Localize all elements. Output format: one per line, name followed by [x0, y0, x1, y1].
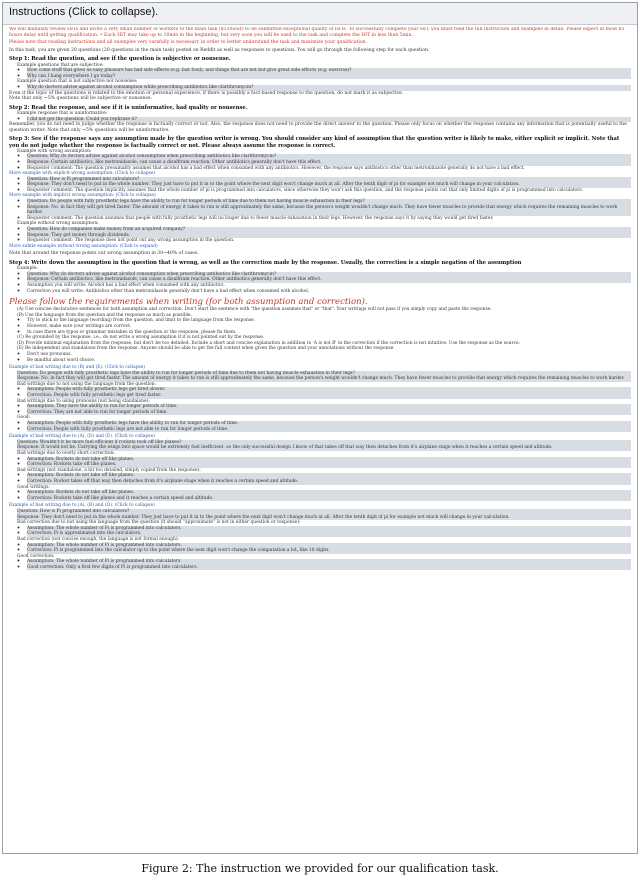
step3-list	[9, 199, 631, 244]
step3-example: ◦ Response: No, in fact they will get tired faster. The amount of energy it takes to run is still approximately the same, because the person's weight wouldn't change much. They have fewer muscles to provide that energy which requires the remaining muscles to work harder.	[27, 205, 631, 216]
step4-title: Step 4: Write down the assumption in the question that is wrong, as well as the correction made by the response. Usually, the correction is a simple negation of the assumption	[9, 260, 522, 266]
bad-example-list	[9, 509, 631, 571]
step2-list	[9, 111, 631, 122]
step2-title: Step 2: Read the response, and see if it is uninformative, bad quality or nonsense.	[9, 104, 248, 111]
figure-caption: Figure 2: The instruction we provided for our qualification task.	[141, 862, 499, 875]
step1-example-label: • Example questions that are subjective: ◦ How come stuff that gives us easy pleasure has bad side effects (e.g. fast food), and things that are not but give great side effects (e.g. exercise)? ◦ Why can I hang everywhere I go today?	[17, 63, 631, 80]
bad-example-label: • Bad writings due to using pronouns (not being standalone): ◦ Assumption: They have the ability to run for longer periods of time. ◦ Correction: They are not able to run for longer periods of time.	[17, 399, 631, 416]
requirement-item: • (A) Use concise declarative sentences for both assumption and correction. Don't start the sentence with "the question assumes that" or "that". Your writings will not pass if you simply copy and paste the response.	[17, 307, 631, 313]
good-example-item: ◦ Assumption: The whole number of Pi is programmed into calculators.	[27, 559, 631, 565]
step4-example: ◦ Response: Certain antibiotics, like metronidazole, can cause a disulfiram reaction. Other antibiotics generally don't have this effect.	[27, 277, 631, 283]
step3-list	[9, 149, 631, 171]
bad-example-item: ◦ Correction: Rocket takes off that way then detaches from it's airplane stage when it reaches a certain speed and altitude.	[27, 479, 631, 485]
step1-example2-label: • Example question that is not subjective nor nonsense: ◦ Why do doctors advise against alcohol consumption while prescribing antibiotics like clarithromycin?	[17, 79, 631, 90]
good-example-label: • Good writings: ◦ Assumption: Rockets do not take off like planes. ◦ Correction: Rockets take off like planes and it reaches a certain speed and altitude.	[17, 485, 631, 502]
step3-example: ◦ Question: Do people with fully prosthetic legs have the ability to run for longer periods of time due to them not having muscle exhaustion in their legs?	[27, 199, 631, 205]
requirement-item: • (B) Use the language from the question and the response as much as possible. ◦ Try to stick to the language (wording) from the question, and limit to the language from the response. ◦ However, make sure your writings are correct. ◦ In case there are typos or grammar mistakes in the question or the response, please fix them.	[17, 313, 631, 335]
good-example-item: ◦ Correction: People with fully prosthetic legs are not able to run for longer periods of time.	[27, 427, 631, 433]
requirements-list	[9, 307, 631, 363]
bad-example-label: • Bad writings due to not using the language from the question: ◦ Assumption: People with fully prosthetic legs get tired slower. ◦ Correction: People with fully prosthetic legs get tired faster.	[17, 382, 631, 399]
step3-title: Step 3: See if the response says any assumption made by the question writer is wrong. You should consider any kind of assumption that the question writer is likely to make, either explicit or implicit. Note that you do not judge whether the response is factually correct or not. Please always assume the response is correct.	[9, 136, 620, 149]
step3-example: ◦ Response: Certain antibiotics, like metronidazole, can cause a disulfiram reaction. Other antibiotics generally don't have this effect.	[27, 160, 631, 166]
bad-example-label: • Bad writings (not standalone, a bit too detailed, simply copied from the response): ◦ Assumption: Rockets do not take off like planes. ◦ Correction: Rocket takes off that way then detaches from it's airplane stage when it reaches a certain speed and altitude.	[17, 468, 631, 485]
bad-example-item: ◦ Correction: Pi is approximated into the calculators.	[27, 531, 631, 537]
bad-example-list	[9, 440, 631, 502]
step3-example: ◦ Requester comment: The question presumably assumes that alcohol has a bad effect when consumed with any antibiotics. However, the response says antibiotics other than metronidazole generally do not have a bad effect.	[27, 166, 631, 172]
bad-example-toggle[interactable]: Example of bad writing due to (A), (D) and (E). (Click to collapse)	[9, 434, 155, 440]
requirement-item: • (C) Be grounded by the response, i.e., do not write a wrong assumption if it is not pointed out by the response.	[17, 335, 631, 341]
requirement-item: • (E) Be independent and standalone from the response. Anyone should be able to get the full context when given the question and your annotations without the response. ◦ Don't use pronouns. ◦ Be mindful about word choice.	[17, 346, 631, 363]
good-example-label: • Good: ◦ Assumption: People with fully prosthetic legs have the ability to run for longer periods of time. ◦ Correction: People with fully prosthetic legs are not able to run for longer periods of time.	[17, 415, 631, 432]
bad-example-toggle[interactable]: Example of bad writing due to (B) and (E). (Click to collapse)	[9, 365, 146, 371]
good-example-item: ◦ Correction: Rockets take off like planes and it reaches a certain speed and altitude.	[27, 496, 631, 502]
step3-example: ◦ Response: They get money through dividends.	[27, 233, 631, 239]
instruction-panel	[2, 2, 638, 854]
bad-example-item: ◦ Assumption: Rockets do not take off like planes.	[27, 473, 631, 479]
more-example-link[interactable]: More example with explicit wrong assumption: (Click to collapse)	[9, 171, 156, 177]
good-example-label: • Good correction: ◦ Assumption: The whole number of Pi is programmed into calculators. ◦ Good correction: Only a first few digits of Pi is programmed into calculators.	[17, 554, 631, 571]
bad-example-item: ◦ Correction: Pi is programmed into the calculator up to the point where the next digit won't change the computation a lot, like 10 digits.	[27, 548, 631, 554]
step3-list	[9, 177, 631, 194]
step4-example: ◦ Assumption you will write: Alcohol has a bad effect when consumed with any antibiotics.	[27, 283, 631, 289]
good-example-item: ◦ Good correction: Only a first few digits of Pi is programmed into calculators.	[27, 565, 631, 571]
bad-example-response: • Response: It would not be. Carrying the wings into space would be extremely fuel inefficient, so the only successful design I know of that takes off that way then detaches from it's airplane stage when it reaches a certain speed and altitude.	[17, 445, 631, 451]
bad-example-label: • Bad correction (not concise enough, the language is not formal enough): ◦ Assumption: The whole number of Pi is programmed into calculators. ◦ Correction: Pi is programmed into the calculator up to the point where the next digit won't change the computation a lot, like 10 digits.	[17, 537, 631, 554]
bad-example-item: ◦ Correction: People with fully prosthetic legs get tired faster.	[27, 393, 631, 399]
bad-example-question: • Question: Do people with fully prosthetic legs have the ability to run for longer periods of time due to them not having muscle exhaustion in their legs?	[17, 371, 631, 377]
step2-example-label: • Example response that is uninformative: ◦ I did not get the question. Could you rephrase it?	[17, 111, 631, 122]
step3-example: ◦ Requester comment: The question implicitly assumes that the whole number of pi is programmed into calculators, since otherwise they won't ask this question, and the response points out that only limited digits of pi is programmed into calculators.	[27, 188, 631, 194]
step3-example: ◦ Question: How is Pi programmed into calculators?	[27, 177, 631, 183]
step4-list	[9, 266, 631, 294]
instruction-body	[9, 27, 631, 851]
bad-example-item: ◦ Correction: They are not able to run for longer periods of time.	[27, 410, 631, 416]
step3-example: ◦ Requester comment: The question assumes that people with fully prosthetic legs will no longer due to fewer muscle exhaustion in their legs. However, the response says it by saying they would get tired faster.	[27, 216, 631, 222]
step4-example: ◦ Correction you will write: Antibiotics other than metronidazole generally don't have a bad effect when consumed with alcohol.	[27, 289, 631, 295]
step4-example: ◦ Question: Why do doctors advise against alcohol consumption when prescribing antibiotics like clarithromycin?	[27, 272, 631, 278]
step2-example: ◦ I did not get the question. Could you rephrase it?	[27, 117, 631, 123]
step2-note: Remember, you do not need to judge whether the response is factually correct or not. Also, the response does not need to provide the direct answer to the question. Please only focus on whether the response contains any information that is potentially useful to the question writer. Note that only ~5% questions will be uninformative.	[9, 122, 627, 133]
step3-note: Note that around the response points out wrong assumption in 30~40% of cases.	[9, 251, 199, 257]
requirement-subitem: ◦ Try to stick to the language (wording) from the question, and limit to the language from the response.	[27, 318, 631, 324]
step3-example: ◦ Requester comment: The response does not point out any wrong assumption in the question.	[27, 238, 631, 244]
collapse-header[interactable]: Instructions (Click to collapse).	[3, 3, 637, 25]
requirement-subitem: ◦ Be mindful about word choice.	[27, 358, 631, 364]
requirement-subitem: ◦ Don't use pronouns.	[27, 352, 631, 358]
bad-example-item: ◦ Correction: Rockets take off like planes.	[27, 462, 631, 468]
bad-example-item: ◦ Assumption: They have the ability to run for longer periods of time.	[27, 404, 631, 410]
requirement-subitem: ◦ In case there are typos or grammar mistakes in the question or the response, please fix them.	[27, 330, 631, 336]
good-example-item: ◦ Assumption: Rockets do not take off like planes.	[27, 490, 631, 496]
step1-example2: ◦ Why do doctors advise against alcohol consumption while prescribing antibiotics like clarithromycin?	[27, 85, 631, 91]
step4-example-label: • Example: ◦ Question: Why do doctors advise against alcohol consumption when prescribing antibiotics like clarithromycin? ◦ Response: Certain antibiotics, like metronidazole, can cause a disulfiram reaction. Other antibiotics generally don't have this effect. ◦ Assumption you will write: Alcohol has a bad effect when consumed with any antibiotics. ◦ Correction you will write: Antibiotics other than metronidazole generally don't have a bad effect when consumed with alcohol.	[17, 266, 631, 294]
step1-title: Step 1: Read the question, and see if the question is subjective or nonsense.	[9, 56, 231, 63]
bad-example-item: ◦ Assumption: Rockets do not take off like planes.	[27, 457, 631, 463]
step3-example: ◦ Question: How do companies make money from an acquired company?	[27, 227, 631, 233]
bad-example-item: ◦ Assumption: The whole number of Pi is programmed into calculators.	[27, 543, 631, 549]
step3-example: ◦ Response: They don't need to put in the whole number. They just have to put it in to the point where the next digit won't change much at all. After the tenth digit of pi for example not much will change in your calculation.	[27, 182, 631, 188]
bad-example-item: ◦ Assumption: People with fully prosthetic legs get tired slower.	[27, 387, 631, 393]
bad-example-list	[9, 371, 631, 433]
good-example-item: ◦ Assumption: People with fully prosthetic legs have the ability to run for longer periods of time.	[27, 421, 631, 427]
bad-example-question: • Question: Wouldn't it be more fuel efficient if rockets took off like planes?	[17, 440, 631, 446]
requirement-subitem: ◦ However, make sure your writings are correct.	[27, 324, 631, 330]
bad-example-response: • Response: No, in fact they will get tired faster. The amount of energy it takes to run is still approximately the same, because the person's weight wouldn't change much. They have fewer muscles to provide that energy which requires the remaining muscles to work harder.	[17, 376, 631, 382]
bad-example-item: ◦ Assumption: The whole number of Pi is programmed into calculators.	[27, 526, 631, 532]
bad-example-label: • Bad correction due to not using the language from the question (it should "approximate" is not in either question or response): ◦ Assumption: The whole number of Pi is programmed into calculators. ◦ Correction: Pi is approximated into the calculators.	[17, 520, 631, 537]
more-example-link[interactable]: More example with implicit wrong assumption: (Click to collapse)	[9, 193, 156, 199]
step3-example-label: • Example with wrong assumption: ◦ Question: Why do doctors advise against alcohol consumption when prescribing antibiotics like clarithromycin? ◦ Response: Certain antibiotics, like metronidazole, can cause a disulfiram reaction. Other antibiotics generally don't have this effect. ◦ Requester comment: The question presumably assumes that alcohol has a bad effect when consumed with any antibiotics. However, the response says antibiotics other than metronidazole generally do not have a bad effect.	[17, 149, 631, 171]
intro-note: Please note that reading instructions and all examples very carefully is necessary in order to better understand the task and maximize your qualification.	[9, 40, 368, 46]
bad-example-response: • Response: They don't need to put in the whole number. They just have to put it in to the point where the next digit won't change much at all. After the tenth digit of pi for example not much will change in your calculation.	[17, 515, 631, 521]
step1-list	[9, 63, 631, 91]
bad-example-toggle[interactable]: Example of bad writing due to (A), (B) and (D). (Click to collapse)	[9, 503, 155, 509]
step1-note: Note that only ~5% questions will be subjective or nonsense.	[9, 96, 152, 102]
overview-text: In this task, you are given 20 questions (20 questions in the main task) posted on Reddit as well as responses to questions. You will go through the following step for each question.	[9, 47, 430, 53]
more-example-link[interactable]: More subtle example without wrong assumption: (Click to expand)	[9, 243, 158, 249]
step3-example: ◦ Question: Why do doctors advise against alcohol consumption when prescribing antibiotics like clarithromycin?	[27, 154, 631, 160]
bad-example-label: • Bad writings due to overly short correction: ◦ Assumption: Rockets do not take off like planes. ◦ Correction: Rockets take off like planes.	[17, 451, 631, 468]
requirements-title: Please follow the requirements when writing (for both assumption and correction).	[9, 297, 368, 308]
step1-example: ◦ How come stuff that gives us easy pleasure has bad side effects (e.g. fast food), and things that are not but give great side effects (e.g. exercise)?	[27, 68, 631, 74]
step1-note: Even if the topic of the questions is related to the emotion or personal experience, if there is possibly a fact-based response to the question, do not mark it as subjective.	[9, 90, 404, 96]
bad-example-question: • Question: How is Pi programmed into calculators?	[17, 509, 631, 515]
step1-example: ◦ Why can I hang everywhere I go today?	[27, 74, 631, 80]
step3-example2-label: • Example without wrong assumption: ◦ Question: How do companies make money from an acquired company? ◦ Response: They get money through dividends. ◦ Requester comment: The response does not point out any wrong assumption in the question.	[17, 221, 631, 243]
requirement-item: • (D) Provide minimal explanation from the response, but don't be too detailed. Include a short and concise explanation in addition to 'A is not B' in the correction if the correction is not intuitive. Use the response as the source.	[17, 341, 631, 347]
intro-text: We will manually review HITs and invite a very small number of workers to the main task ($15/hour) to be submitted exceptional quality of HITs. To successfully complete your HIT, you must read the full instruction and examples in detail. Please expect at most 85 hours delay until getting qualification. • Each HIT may take up to 10min in the beginning, but very soon you will be used to the task and complete the HIT in less than 5min.	[9, 27, 625, 38]
